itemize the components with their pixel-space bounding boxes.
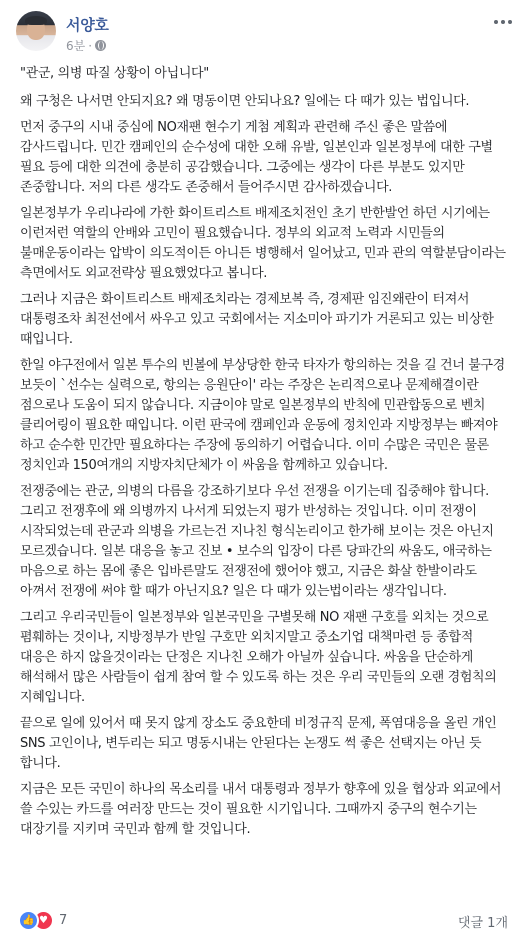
post-paragraph: 한일 야구전에서 일본 투수의 빈볼에 부상당한 한국 타자가 항의하는 것을 길 건너 불구경 보듯이 `선수는 실력으로, 항의는 응원단이' 라는 주장은 논리적으로나 문제해결이란 점으로나 도움이 되지 않습니다. 지금이야 말로 일본정부의 반칙에 민관합동으로 벤치 클리어링이 필요한 때입니다. 이런 판국에 캠페인과 운동에 정치인과 지방정부는 빠져야 하고 순수한 민간만 필요하다는 주장에 동의하기 어렵습니다. 이미 수많은 국민은 물론 정치인과 150여개의 지방자치단체가 이 싸움을 함께하고 있습니다.	[20, 358, 505, 473]
globe-icon[interactable]	[95, 40, 106, 51]
post-meta	[66, 37, 106, 54]
post-footer	[0, 902, 528, 939]
post-headline: "관군, 의병 따질 상황이 아닙니다"	[20, 66, 209, 81]
post-paragraph: 왜 구청은 나서면 안되지요? 왜 명동이면 안되나요? 일에는 다 때가 있는 법입니다.	[20, 94, 470, 109]
reactions-summary[interactable]	[18, 910, 67, 931]
post-paragraph: 그리고 우리국민들이 일본정부와 일본국민을 구별못해 NO 재팬 구호를 외치는 것으로 폄훼하는 것이나, 지방정부가 반일 구호만 외치지말고 중소기업 대책마련 등 종합적 대응은 하지 않을것이라는 단정은 지나친 오해가 아닐까 싶습니다. 싸움을 단순하게 해석해서 많은 사람들이 쉽게 참여 할 수 있도록 하는 것은 우리 국민들의 오랜 경험칙의 지혜입니다.	[20, 610, 497, 705]
meta-separator: ·	[88, 38, 93, 53]
thumbs-up-icon: 👍	[18, 910, 39, 931]
post-paragraph: 먼저 중구의 시내 중심에 NO재팬 현수기 게첨 계획과 관련해 주신 좋은 말씀에 감사드립니다. 민간 캠페인의 순수성에 대한 오해 유발, 일본인과 일본정부에 대한 구별 필요 등에 대한 의견에 충분히 공감했습니다. 그중에는 생각이 다른 부분도 있지만 존중합니다. 저의 다른 생각도 존중해서 들어주시면 감사하겠습니다.	[20, 120, 493, 195]
post-paragraph: 지금은 모든 국민이 하나의 목소리를 내서 대통령과 정부가 향후에 있을 협상과 외교에서 쓸 수있는 카드를 여러장 만드는 것이 필요한 시기입니다. 그때까지 중구의 현수기는 대장기를 지키며 국민과 함께 할 것입니다.	[20, 782, 502, 837]
author-avatar[interactable]	[16, 11, 56, 51]
heart-icon: ♥	[33, 910, 54, 931]
avatar-hair	[25, 16, 47, 25]
comment-count[interactable]: 댓글 1개	[457, 916, 508, 931]
post-header	[0, 0, 528, 64]
post-paragraph: 그러나 지금은 화이트리스트 배제조치라는 경제보복 즉, 경제판 임진왜란이 터져서 대통령조차 최전선에서 싸우고 있고 국회에서는 지소미아 파기가 거론되고 있는 비상한 때입니다.	[20, 292, 494, 347]
post-paragraph: 끝으로 일에 있어서 때 못지 않게 장소도 중요한데 비정규직 문제, 폭염대응을 올린 개인 SNS 고인이나, 변두리는 되고 명동시내는 안된다는 논쟁도 썩 좋은 선택지는 아닌 듯 합니다.	[20, 716, 497, 771]
post-time[interactable]: 6분	[66, 39, 86, 53]
post-body	[20, 64, 508, 846]
author-name[interactable]: 서양호	[66, 16, 109, 34]
more-icon[interactable]	[490, 14, 516, 30]
post-paragraph: 전쟁중에는 관군, 의병의 다름을 강조하기보다 우선 전쟁을 이기는데 집중해야 합니다. 그리고 전쟁후에 왜 의병까지 나서게 되었는지 평가 반성하는 것입니다. 이미 전쟁이 시작되었는데 관군과 의병을 가르는건 지나친 형식논리이고 한가해 보이는 것은 아닌지 모르겠습니다. 일본 대응을 놓고 진보 • 보수의 입장이 다른 당파간의 싸움도, 애국하는 마음으로 하는 몸에 좋은 입바른말도 전쟁전에 했어야 했고, 지금은 화살 한발이라도 아껴서 전쟁에 써야 할 때가 아닌지요? 일은 다 때가 있는법이라는 생각입니다.	[20, 484, 494, 599]
reaction-count: 7	[59, 913, 68, 928]
post-paragraph: 일본정부가 우리나라에 가한 화이트리스트 배제조치전인 초기 반한발언 하던 시기에는 이런저런 역할의 안배와 고민이 필요했습니다. 정부의 외교적 노력과 시민들의 불매운동이라는 압박이 의도적이든 아니든 병행해서 일어났고, 민과 관의 역할분담이라는 측면에서도 외교전략상 필요했었다고 봅니다.	[20, 206, 506, 281]
